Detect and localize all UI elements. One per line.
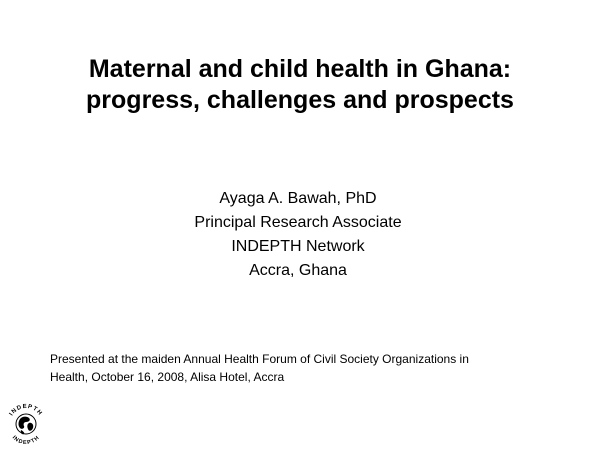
svg-text:INDEPTH [11, 435, 41, 446]
author-location: Accra, Ghana [249, 262, 347, 279]
logo-text-top: INDEPTH [8, 403, 44, 418]
presentation-note-line-1: Presented at the maiden Annual Health Forum of Civil Society Organizations in [50, 352, 469, 366]
globe-icon [2, 400, 50, 448]
slide-title [40, 54, 560, 116]
author-block [100, 187, 496, 283]
presentation-note [50, 350, 570, 386]
author-organization: INDEPTH Network [231, 238, 365, 255]
indepth-logo [2, 400, 50, 448]
title-line-2: progress, challenges and prospects [86, 86, 514, 114]
logo-text-bottom: INDEPTH [10, 434, 42, 447]
title-line-1: Maternal and child health in Ghana: [88, 55, 512, 83]
author-position: Principal Research Associate [194, 214, 402, 231]
presentation-note-line-2: Health, October 16, 2008, Alisa Hotel, Accra [50, 370, 285, 384]
author-name: Ayaga A. Bawah, PhD [219, 190, 377, 207]
